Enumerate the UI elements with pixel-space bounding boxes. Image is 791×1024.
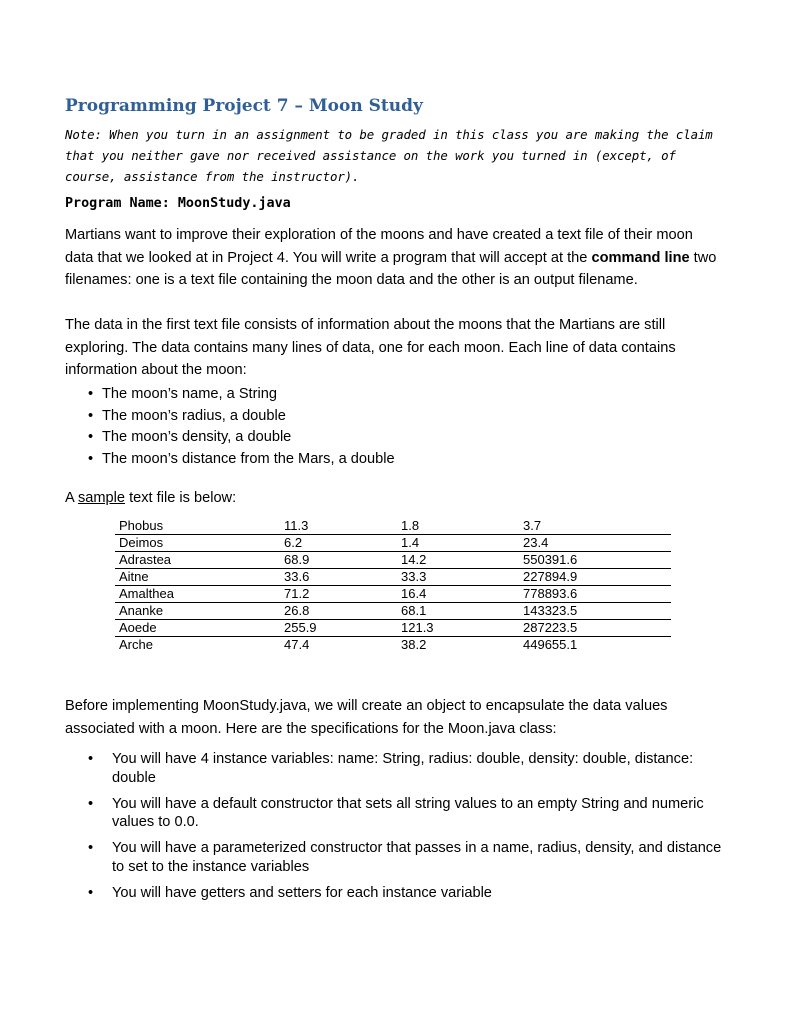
density-cell: 14.2: [397, 552, 519, 569]
distance-cell: 550391.6: [519, 552, 671, 569]
radius-cell: 71.2: [280, 586, 397, 603]
radius-cell: 6.2: [280, 535, 397, 552]
radius-cell: 68.9: [280, 552, 397, 569]
radius-cell: 11.3: [280, 518, 397, 535]
table-row: [115, 603, 671, 620]
moon-name-cell: Arche: [119, 637, 153, 652]
density-cell: 1.8: [397, 518, 519, 535]
density-cell: 1.4: [397, 535, 519, 552]
list-item: • You will have a parameterized constructor that passes in a name, radius, density, and distance to set to the instance variables: [88, 839, 728, 876]
list-item: • The moon’s distance from the Mars, a double: [88, 449, 395, 471]
moon-name-cell: Deimos: [115, 535, 280, 552]
density-cell: 121.3: [397, 620, 519, 637]
distance-cell: 23.4: [519, 535, 671, 552]
sample-suffix: text file is below:: [125, 490, 237, 506]
moon-name-cell: Aitne: [115, 569, 280, 586]
density-cell: 68.1: [397, 603, 519, 620]
moon-data-table: [115, 518, 671, 653]
moon-name-cell: Amalthea: [115, 586, 280, 603]
intro-bold-text: command line: [591, 249, 690, 266]
page-title: Programming Project 7 – Moon Study: [65, 96, 423, 116]
sample-prefix: A: [65, 490, 78, 506]
intro-text-end: two filenames: one is a text file containing the moon data and the other is an output filename.: [65, 249, 717, 288]
table-row: [115, 535, 671, 552]
radius-cell: 26.8: [280, 603, 397, 620]
moon-name-cell: Adrastea: [115, 552, 280, 569]
radius-cell: 255.9: [280, 620, 397, 637]
data-description: The data in the first text file consists of information about the moons that the Martians are still exploring. The data contains many lines of data, one for each moon. Each line of data contains information about the moon:: [65, 317, 676, 378]
class-intro-paragraph: Before implementing MoonStudy.java, we will create an object to encapsulate the data values associated with a moon. Here are the specifications for the Moon.java class:: [65, 698, 668, 737]
distance-cell: 3.7: [519, 518, 671, 535]
density-cell: 33.3: [397, 569, 519, 586]
table-row: [115, 637, 671, 654]
distance-cell: 227894.9: [519, 569, 671, 586]
list-item: • You will have getters and setters for each instance variable: [88, 884, 728, 903]
intro-text-start: Martians want to improve their exploration of the moons and have created a text file of their moon data that we looked at in Project 4. You will write a program that will accept at the: [65, 227, 693, 266]
distance-cell: 287223.5: [519, 620, 671, 637]
density-cell: 16.4: [397, 586, 519, 603]
list-item: • You will have 4 instance variables: name: String, radius: double, density: double, distance: double: [88, 750, 728, 787]
honor-note: Note: When you turn in an assignment to be graded in this class you are making the claim that you neither gave nor received assistance on the work you turned in (except, of course, assistance from the instructor).: [65, 127, 713, 184]
moon-name-cell: Aoede: [115, 620, 280, 637]
distance-cell: 778893.6: [519, 586, 671, 603]
list-item: • The moon’s name, a String: [88, 384, 395, 406]
radius-cell: 47.4: [284, 637, 310, 652]
density-cell: 38.2: [401, 637, 427, 652]
sample-underlined: sample: [77, 490, 126, 506]
moon-class-spec-list: [88, 750, 728, 910]
table-row: [115, 586, 671, 603]
intro-paragraph: [65, 224, 725, 292]
list-item: • You will have a default constructor that sets all string values to an empty String and numeric values to 0.0.: [88, 795, 728, 832]
sample-caption: [65, 490, 236, 506]
moon-name-cell: Ananke: [115, 603, 280, 620]
distance-cell: 143323.5: [519, 603, 671, 620]
table-row: [115, 552, 671, 569]
table-row: [115, 620, 671, 637]
program-name: Program Name: MoonStudy.java: [65, 196, 291, 211]
distance-cell: 449655.1: [523, 637, 578, 652]
list-item: • The moon’s density, a double: [88, 427, 395, 449]
list-item: • The moon’s radius, a double: [88, 406, 395, 428]
table-row: [115, 518, 671, 535]
radius-cell: 33.6: [280, 569, 397, 586]
moon-name-cell: Phobus: [115, 518, 280, 535]
data-field-list: [88, 384, 395, 470]
table-row: [115, 569, 671, 586]
